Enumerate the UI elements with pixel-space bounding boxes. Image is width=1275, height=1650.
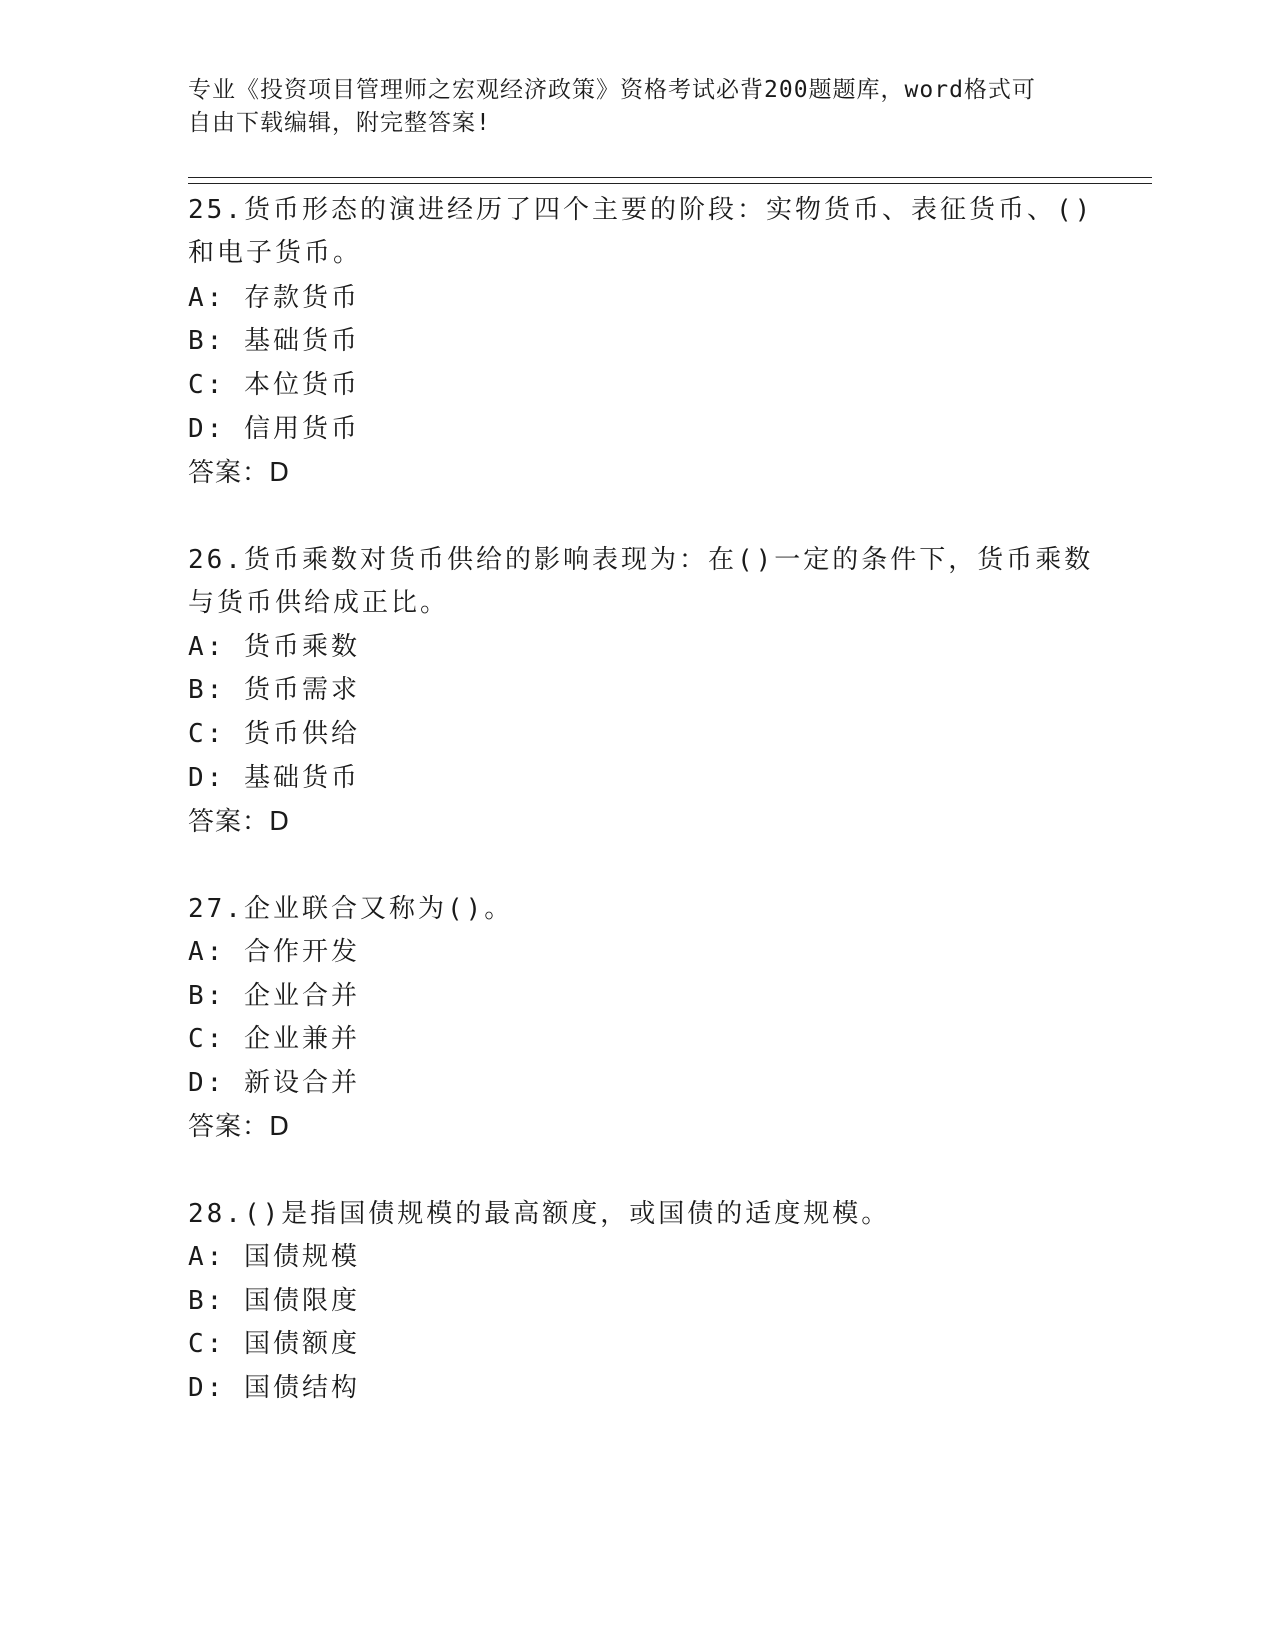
question-stem: 25.货币形态的演进经历了四个主要的阶段：实物货币、表征货币、() (188, 195, 1094, 225)
option-c: C: 国债额度 (188, 1329, 360, 1359)
option-a: A: 合作开发 (188, 937, 360, 967)
question-stem: 27.企业联合又称为()。 (188, 894, 514, 924)
answer-line: 答案：D (188, 807, 291, 837)
option-d: D: 国债结构 (188, 1373, 360, 1403)
answer-line: 答案：D (188, 458, 291, 488)
option-b: B: 国债限度 (188, 1286, 360, 1316)
option-b: B: 货币需求 (188, 675, 360, 705)
question-stem: 26.货币乘数对货币供给的影响表现为：在()一定的条件下，货币乘数 (188, 545, 1094, 575)
option-d: D: 信用货币 (188, 414, 360, 444)
option-a: A: 国债规模 (188, 1242, 360, 1272)
option-a: A: 存款货币 (188, 283, 360, 313)
header-divider (188, 177, 1152, 178)
option-b: B: 基础货币 (188, 326, 360, 356)
document-header (188, 74, 1068, 140)
option-d: D: 新设合并 (188, 1068, 360, 1098)
question-stem: 28.()是指国债规模的最高额度，或国债的适度规模。 (188, 1199, 891, 1229)
option-d: D: 基础货币 (188, 763, 360, 793)
question-stem: 与货币供给成正比。 (188, 588, 450, 618)
option-c: C: 企业兼并 (188, 1024, 360, 1054)
header-line: 自由下载编辑，附完整答案! (188, 110, 491, 136)
option-c: C: 本位货币 (188, 370, 360, 400)
option-a: A: 货币乘数 (188, 632, 360, 662)
header-line: 专业《投资项目管理师之宏观经济政策》资格考试必背200题题库，word格式可 (188, 77, 1036, 103)
option-b: B: 企业合并 (188, 981, 360, 1011)
answer-line: 答案：D (188, 1112, 291, 1142)
option-c: C: 货币供给 (188, 719, 360, 749)
header-divider (188, 183, 1152, 184)
question-stem: 和电子货币。 (188, 238, 363, 268)
